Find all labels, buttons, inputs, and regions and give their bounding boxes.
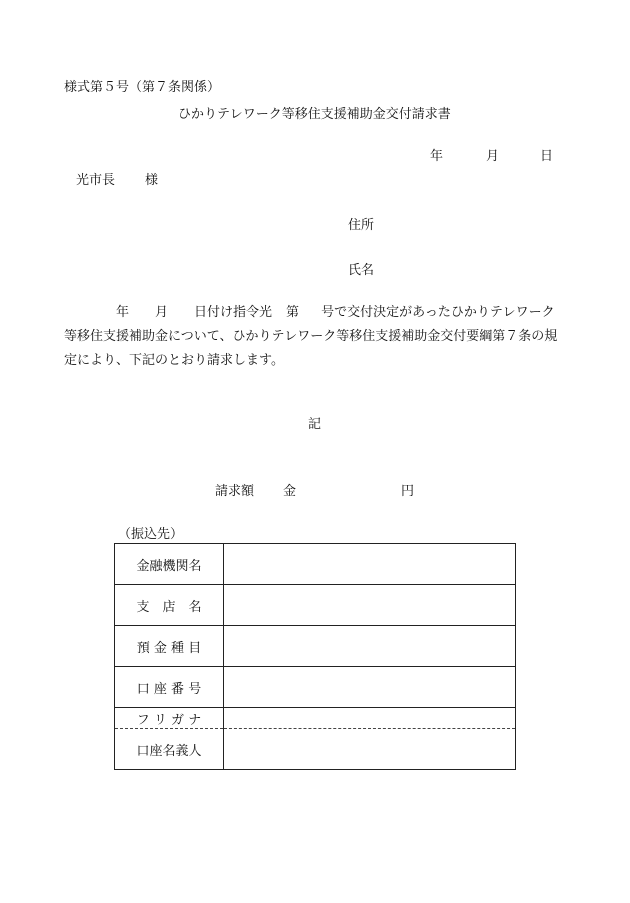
date-year-label: 年 bbox=[430, 149, 444, 164]
amount-kin: 金 bbox=[283, 484, 297, 499]
body-year: 年 bbox=[116, 305, 130, 320]
account-holder-label: 口座名義人 bbox=[115, 729, 224, 770]
table-row bbox=[115, 585, 516, 626]
date-day-label: 日 bbox=[540, 149, 554, 164]
body-month: 月 bbox=[155, 305, 169, 320]
table-row bbox=[115, 708, 516, 729]
branch-name-label: 支 店 名 bbox=[115, 585, 224, 626]
name-label: 氏名 bbox=[348, 263, 375, 278]
bank-account-table bbox=[114, 543, 516, 770]
form-number: 様式第５号（第７条関係） bbox=[64, 80, 221, 95]
bank-name-label: 金融機関名 bbox=[115, 544, 224, 585]
address-label: 住所 bbox=[348, 218, 375, 233]
amount-yen: 円 bbox=[401, 484, 415, 499]
bank-name-field[interactable] bbox=[224, 544, 516, 585]
account-holder-field[interactable] bbox=[224, 729, 516, 770]
addressee-honorific: 様 bbox=[145, 173, 159, 188]
ki-heading: 記 bbox=[308, 417, 322, 432]
furigana-label: フ リ ガ ナ bbox=[115, 708, 224, 729]
amount-label: 請求額 bbox=[215, 484, 255, 499]
deposit-type-field[interactable] bbox=[224, 626, 516, 667]
table-row bbox=[115, 544, 516, 585]
body-main: 号で交付決定があったひかりテレワーク等移住支援補助金について、ひかりテレワーク等移住支援補助金交付要綱第７条の規定により、下記のとおり請求します。 bbox=[64, 305, 558, 368]
table-row bbox=[115, 626, 516, 667]
body-dai: 第 bbox=[286, 305, 300, 320]
body-directive: 日付け指令光 bbox=[194, 305, 273, 320]
account-number-field[interactable] bbox=[224, 667, 516, 708]
document-title: ひかりテレワーク等移住支援補助金交付請求書 bbox=[178, 107, 451, 122]
account-number-label: 口 座 番 号 bbox=[115, 667, 224, 708]
addressee bbox=[76, 172, 158, 190]
branch-name-field[interactable] bbox=[224, 585, 516, 626]
request-body-text bbox=[64, 301, 564, 373]
table-row bbox=[115, 729, 516, 770]
deposit-type-label: 預 金 種 目 bbox=[115, 626, 224, 667]
date-month-label: 月 bbox=[486, 149, 500, 164]
table-row bbox=[115, 667, 516, 708]
furigana-field[interactable] bbox=[224, 708, 516, 729]
addressee-name: 光市長 bbox=[76, 173, 116, 188]
transfer-label: （振込先） bbox=[118, 527, 184, 542]
